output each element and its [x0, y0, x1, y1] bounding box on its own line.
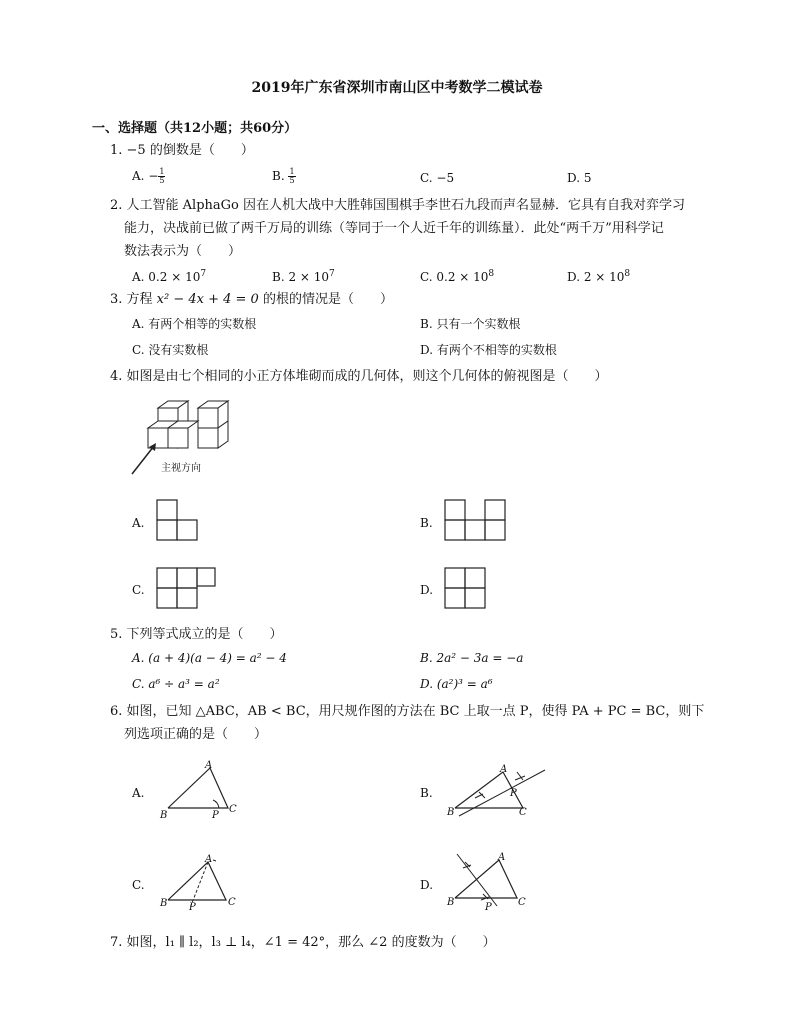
- option-text: B. 2 × 10: [272, 270, 330, 284]
- vertex-c: C: [228, 897, 236, 908]
- triangle-construction-a: [158, 760, 243, 820]
- denominator: 5: [159, 176, 165, 185]
- vertex-b: B: [160, 810, 168, 821]
- question-5-option-b: B. 2a² − 3a = −a: [420, 651, 524, 665]
- option-a-label: A.: [132, 169, 145, 183]
- numerator: 1: [159, 167, 165, 176]
- point-p: P: [212, 810, 219, 821]
- vertex-c: C: [518, 897, 526, 908]
- question-2-line-2: 能力，决战前已做了两千万局的训练（等同于一个人近千年的训练量）．此处“两千万”用科学记: [124, 221, 664, 236]
- question-2-option-b: [272, 266, 335, 285]
- triangle-construction-b: [445, 760, 550, 820]
- question-6-option-c-label: C.: [132, 878, 145, 892]
- question-2-line-1: 2. 人工智能 AlphaGo 因在人机大战中大胜韩国围棋手李世石九段而声名显赫．它具有自我对弈学习: [110, 198, 686, 213]
- section-heading: 一、选择题（共12小题；共60分）: [92, 121, 298, 136]
- question-2-option-a: [132, 266, 206, 285]
- question-1-stem: 1. −5 的倒数是（ ）: [110, 143, 254, 158]
- top-view-d: [445, 568, 485, 608]
- question-5-option-d: D. (a²)³ = a⁶: [420, 677, 493, 691]
- fraction: [158, 168, 165, 185]
- exam-title: 2019年广东省深圳市南山区中考数学二模试卷: [251, 80, 543, 96]
- numerator: 1: [289, 167, 295, 176]
- question-3-option-b: B. 只有一个实数根: [420, 317, 521, 331]
- triangle-construction-d: [445, 850, 535, 912]
- point-p: P: [485, 902, 492, 913]
- option-b-label: B.: [272, 169, 285, 183]
- denominator: 5: [289, 176, 295, 185]
- question-3-option-a: A. 有两个相等的实数根: [132, 317, 257, 331]
- question-3-stem: [110, 292, 393, 308]
- option-text: C. 0.2 × 10: [420, 270, 489, 284]
- vertex-a: A: [498, 852, 506, 863]
- question-4-option-d-label: D.: [420, 583, 434, 597]
- stem-prefix: 3. 方程: [110, 292, 157, 307]
- question-2-line-3: 数法表示为（ ）: [124, 244, 242, 259]
- question-6-option-d-label: D.: [420, 878, 434, 892]
- question-1-option-b: [272, 168, 296, 185]
- question-4-stem: 4. 如图是由七个相同的小正方体堆砌而成的几何体，则这个几何体的俯视图是（ ）: [110, 369, 608, 384]
- question-3-option-c: C. 没有实数根: [132, 343, 209, 357]
- top-view-b: [445, 500, 505, 540]
- question-6-line-2: 列选项正确的是（ ）: [124, 727, 268, 742]
- vertex-a: A: [500, 764, 508, 775]
- exponent: 7: [329, 269, 335, 279]
- view-direction-arrow: [132, 446, 154, 474]
- question-5-option-a: A. (a + 4)(a − 4) = a² − 4: [132, 651, 287, 665]
- point-p: P: [510, 788, 517, 799]
- exponent: 7: [200, 269, 207, 279]
- question-4-option-c-label: C.: [132, 583, 145, 597]
- vertex-c: C: [519, 807, 527, 818]
- question-4-option-b-label: B.: [420, 516, 433, 530]
- question-6-line-1: 6. 如图，已知 △ABC，AB < BC，用尺规作图的方法在 BC 上取一点 P，使得 PA + PC = BC，则下: [110, 704, 705, 719]
- vertex-a: A: [205, 854, 213, 865]
- fraction: [288, 168, 295, 185]
- equation: x² − 4x + 4 = 0: [156, 292, 259, 307]
- question-5-option-c: C. a⁶ ÷ a³ = a²: [132, 677, 220, 691]
- question-6-option-b-label: B.: [420, 786, 433, 800]
- question-6-option-a-label: A.: [132, 786, 145, 800]
- vertex-a: A: [205, 760, 213, 771]
- question-4-option-a-label: A.: [132, 516, 145, 530]
- vertex-b: B: [160, 898, 168, 909]
- option-text: D. 2 × 10: [567, 270, 625, 284]
- top-view-a: [157, 500, 197, 540]
- triangle-construction-c: [158, 852, 243, 914]
- question-1-option-c: C. −5: [420, 171, 455, 185]
- vertex-b: B: [447, 807, 455, 818]
- question-1-option-a: [132, 168, 165, 185]
- view-direction-label: 主视方向: [161, 463, 201, 474]
- question-5-stem: 5. 下列等式成立的是（ ）: [110, 627, 283, 642]
- vertex-c: C: [229, 804, 237, 815]
- option-text: A. 0.2 × 10: [132, 270, 201, 284]
- question-1-option-d: D. 5: [567, 171, 592, 185]
- question-3-option-d: D. 有两个不相等的实数根: [420, 343, 557, 357]
- top-view-c: [157, 568, 217, 608]
- stem-suffix: 的根的情况是（ ）: [258, 292, 393, 307]
- option-a-sign: −: [148, 169, 159, 183]
- point-p: P: [189, 902, 196, 913]
- vertex-b: B: [447, 897, 455, 908]
- question-2-option-d: [567, 266, 630, 285]
- question-2-option-c: [420, 266, 494, 285]
- exponent: 8: [488, 269, 495, 279]
- exponent: 8: [624, 269, 631, 279]
- question-7-stem: 7. 如图，l₁ ∥ l₂，l₃ ⊥ l₄，∠1 = 42°，那么 ∠2 的度数为（ ）: [110, 935, 496, 950]
